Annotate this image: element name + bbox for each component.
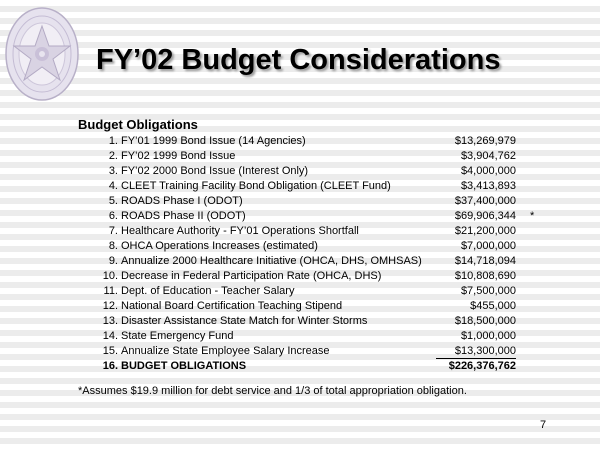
item-footnote-mark: * — [530, 210, 535, 222]
list-item — [78, 209, 558, 224]
list-item — [78, 194, 558, 209]
item-amount: $13,269,979 — [454, 135, 516, 147]
item-label: State Emergency Fund — [121, 330, 234, 342]
list-item — [78, 254, 558, 269]
item-amount: $3,413,893 — [460, 180, 516, 192]
item-number: 11. — [103, 285, 118, 297]
footnote: *Assumes $19.9 million for debt service and 1/3 of total appropriation obligation. — [78, 385, 467, 397]
list-item — [78, 344, 558, 359]
item-label: Decrease in Federal Participation Rate (OHCA, DHS) — [121, 270, 382, 282]
item-amount: $10,808,690 — [454, 270, 516, 282]
item-number: 6. — [108, 210, 118, 222]
item-number: 12. — [102, 300, 118, 312]
item-number: 9. — [108, 255, 118, 267]
item-number: 3. — [108, 165, 118, 177]
item-number: 1. — [108, 135, 118, 147]
item-label: OHCA Operations Increases (estimated) — [121, 240, 318, 252]
list-item — [78, 224, 558, 239]
item-label: FY’02 2000 Bond Issue (Interest Only) — [121, 165, 309, 177]
list-item — [78, 134, 558, 149]
page-number: 7 — [540, 419, 547, 431]
item-amount: $3,904,762 — [460, 150, 516, 162]
item-number: 2. — [108, 150, 118, 162]
item-label: Dept. of Education - Teacher Salary — [121, 285, 295, 297]
item-number: 10. — [102, 270, 118, 282]
item-number: 7. — [108, 225, 118, 237]
item-amount: $69,906,344 — [454, 210, 516, 222]
item-amount: $13,300,000 — [436, 344, 516, 359]
item-label: FY’01 1999 Bond Issue (14 Agencies) — [121, 135, 306, 147]
item-number: 15. — [102, 345, 118, 357]
item-label: ROADS Phase I (ODOT) — [121, 195, 243, 207]
item-number: 16. — [102, 360, 118, 372]
list-item — [78, 299, 558, 314]
item-label: National Board Certification Teaching Stipend — [121, 300, 343, 312]
item-number: 4. — [108, 180, 118, 192]
list-item — [78, 269, 558, 284]
item-amount: $7,500,000 — [460, 285, 516, 297]
item-label: Disaster Assistance State Match for Winter Storms — [121, 315, 368, 327]
item-amount: $18,500,000 — [454, 315, 516, 327]
item-label: Healthcare Authority - FY’01 Operations Shortfall — [121, 225, 359, 237]
list-item — [78, 149, 558, 164]
item-number: 14. — [102, 330, 118, 342]
item-amount: $4,000,000 — [460, 165, 516, 177]
state-seal-icon — [4, 4, 80, 104]
item-amount: $1,000,000 — [460, 330, 516, 342]
list-item — [78, 179, 558, 194]
item-number: 5. — [108, 195, 118, 207]
item-label: BUDGET OBLIGATIONS — [121, 360, 247, 372]
item-amount: $455,000 — [470, 300, 516, 312]
list-item — [78, 314, 558, 329]
item-number: 8. — [108, 240, 118, 252]
list-item — [78, 164, 558, 179]
section-heading: Budget Obligations — [78, 117, 198, 132]
list-item — [78, 359, 558, 374]
list-item — [78, 329, 558, 344]
list-item — [78, 284, 558, 299]
item-amount: $226,376,762 — [448, 360, 516, 372]
item-label: Annualize State Employee Salary Increase — [121, 345, 330, 357]
budget-obligations-list — [78, 134, 558, 374]
item-amount: $37,400,000 — [454, 195, 516, 207]
item-amount: $21,200,000 — [454, 225, 516, 237]
item-number: 13. — [102, 315, 118, 327]
item-amount: $14,718,094 — [454, 255, 516, 267]
item-label: Annualize 2000 Healthcare Initiative (OHCA, DHS, OMHSAS) — [121, 255, 422, 267]
item-label: ROADS Phase II (ODOT) — [121, 210, 246, 222]
slide-title: FY’02 Budget Considerations — [96, 44, 501, 76]
item-label: FY’02 1999 Bond Issue — [121, 150, 236, 162]
list-item — [78, 239, 558, 254]
item-label: CLEET Training Facility Bond Obligation (CLEET Fund) — [121, 180, 391, 192]
item-amount: $7,000,000 — [460, 240, 516, 252]
